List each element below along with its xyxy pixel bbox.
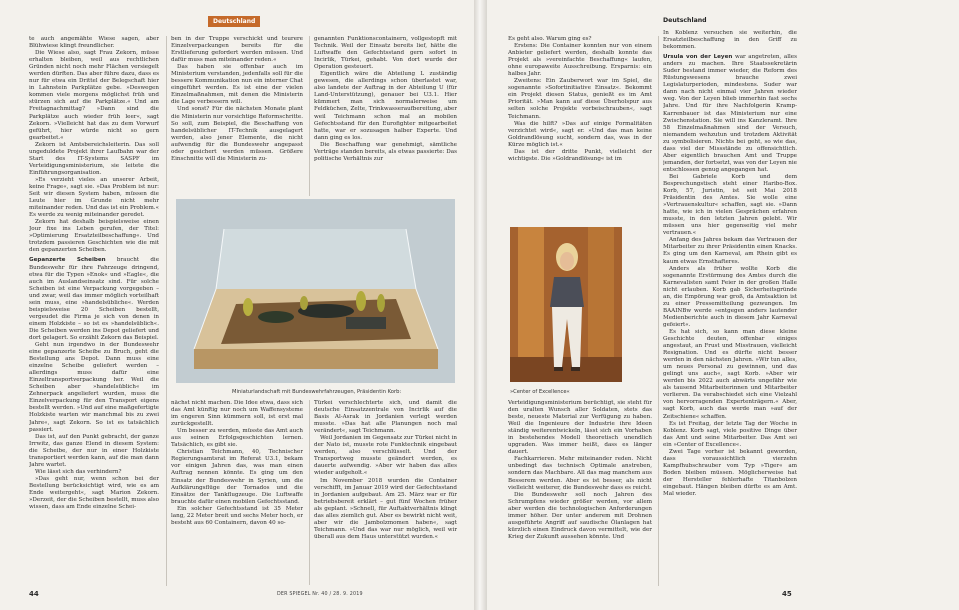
- column-3: [314, 36, 457, 196]
- paragraph: Fachkarrieren. Mehr miteinander reden. Nicht unbedingt das technisch Optimale anstreben, sondern das Machbare. All das mag manchem aus Besserem werden. Aber es ist besser, als nicht vielleicht weiterer, die Bundeswehr dass es reicht.: [508, 456, 652, 491]
- paragraph: nächst nicht machen. Die Idee etwa, dass sich das Amt künftig nur noch um Waffensysteme im engeren Sinn kümmern soll, ist erst mal zurückgestellt.: [171, 400, 303, 428]
- paragraph: Was die hilft? »Das auf einige Formalitäten verzichtet wird«, sagt er. »Und das man keine Goldrandlösung sucht, sondern das, was in der Kürze möglich ist.«: [508, 120, 652, 148]
- column-rule: [309, 36, 310, 196]
- paragraph: Geht nun irgendwo in der Bundeswehr eine gepanzerte Scheibe zu Bruch, geht die Bestellung ans Depot. Dann muss eine einzelne Scheibe geliefert werden – allerdings muss dafür eine Einzeltransportverpackung her. Weil die Scheiben aber »handelsüblich« im Zehnerpack angeliefert wurden, muss die Einzelverpackung für den Transport eigens bestellt werden. »Und auf eine maßgefertigte Holzkiste warten wir manchmal bis zu zwei Jahre«, sagt Zekorn. So ist es tatsächlich passiert.: [29, 342, 159, 433]
- gutter: [474, 0, 487, 610]
- paragraph: [29, 257, 159, 342]
- paragraph: Es geht also. Warum ging es?: [508, 36, 592, 42]
- page-number-right: 45: [782, 590, 792, 598]
- paragraph: genannten Funktionscontainern, vollgestopft mit Technik. Weil der Einsatz bereits lief, hätte die Luftwaffe den Gefechtsstand gern sofort in Incirlik, Türkei, gehabt. Von dort wurde der Operation gesteuert.: [314, 36, 457, 71]
- paragraph: Um besser zu werden, müsste das Amt auch aus seinen Erfolgsgeschichten lernen. Tatsächlich, es gibt sie.: [171, 428, 303, 449]
- paragraph: Türkei verschlechterte sich, und damit die deutsche Einsatzzentrale von Incirlik auf die Basis Al-Asrak in Jordanien verlegt werden musste. »Das hat alle Planungen noch mal verändert«, sagt Teichmann.: [314, 400, 457, 435]
- paragraph: Ein solcher Gefechtsstand ist 35 Meter lang, 22 Meter breit und sechs Meter hoch, er besteht aus 60 Containern, davon 40 so-: [171, 505, 303, 526]
- paragraph: Anfang des Jahres bekam das Vertrauen der Mitarbeiter zu ihrer Präsidentin einen Knacks. Es ging um den Karneval, am Rhein gibt es kaum etwas Ernsthafteres.: [663, 237, 797, 265]
- paragraph-text: war angetreten, alles anders zu machen. Ihre Staatssekretärin Suder bestand immer wieder, die Reform des Rüstungswesens brauche zwei Legislaturperioden, mindestens. Suder war dann nach nicht einmal vier Jahren wieder weg. Von der Leyen blieb immerhin fast sechs Jahre. Und für ihre Nachfolgerin Kramp-Karrenbauer ist das Ministerium nur eine Zwischenstation. Sie will ins Kanzleramt. Ihre 58 Einzelmaßnahmen sind der Versuch, niemandem wehzutun und trotzdem Aktivität zu symbolisieren. Nichts bei geht, so wie das, dass viel der Missstände zu offensichtlich. Aber eigentlich brauchen Amt und Truppe jemanden, der fortsetzt, was von der Leyen nie entschlossen genug angegangen hat.: [663, 54, 797, 173]
- section-badge: Deutschland: [208, 16, 260, 27]
- paragraph: Die Wiese also, sagt Frau Zekorn, müsse erhalten bleiben, weil aus rechtlichen Gründen nicht noch mehr Flächen versiegelt werden dürften. Das aber führe dazu, dass es nur für etwa ein Drittel der Belegschaft hier in Lahnstein Parkplätze gebe. »Deswegen kommen viele morgens möglichst früh und stürzen sich auf die Parkplätze.« Und am Freitagnachmittag? »Dann sind die Parkplätze auch wieder früh leer«, sagt Zekorn. »Vielleicht hat das zu dem Vorwurf geführt, hier würde nicht so gern gearbeitet.«: [29, 50, 159, 141]
- photo-caption-left: Miniaturlandschaft mit Bundeswehrfahrzeugen, Präsidentin Korb:: [232, 389, 402, 395]
- paragraph: In Koblenz versuchen sie weiterhin, die Ersatzteilbeschaffung in den Griff zu bekommen.: [663, 30, 797, 51]
- paragraph: Zweitens: Ein Zauberwort war im Spiel, die sogenannte »Sofortinitiative Einsatz«. Bekommt ein Projekt diesen Status, genießt es im Amt Priorität. »Man kann auf diese Überholspur aus selten solche Projekte vorbeischrauben«, sagt Teichmann.: [508, 78, 652, 120]
- portrait-illustration: [510, 227, 622, 382]
- paragraph: Die Beschaffung war genehmigt, sämtliche Verträge standen bereits, als etwas passierte: Das politische Verhältnis zur: [314, 141, 457, 162]
- column-5: [663, 30, 797, 586]
- column-rule: [309, 400, 310, 585]
- paragraph: Anders als früher wollte Korb die sogenannte Erstürmung des Amtes durch die Karnevalisten samt Feier in der großen Halle nicht erlauben. Korb gab Sicherheitsgründe an, die Empörung war groß, da Amtsaktion ist zu einer Pressemitteilung gezwungen. Im BAAINBw werde »entgegen anders lautender Medienberichte auch in diesem Jahr Karneval gefeiert«.: [663, 265, 797, 328]
- paragraph: Zekorn hat deshalb beispielsweise einen Jour fixe ins Leben gerufen, der Titel: »Optimierung Ersatzteilbeschaffung«. Und trotzdem passieren Geschichten wie die mit den gepanzerten Scheiben.: [29, 219, 159, 254]
- paragraph: Die Bundeswehr soll noch Jahren des Schrumpfens wieder größer werden, vor allem aber werden die technologischen Anforderungen immer höher. Der unter anderem mit Drohnen ausgeführte Angriff auf saudische Ölanlagen hat kürzlich einen Eindruck davon vermittelt, wie der Krieg der Zukunft aussehen könnte. Und: [508, 491, 652, 540]
- column-rule: [658, 36, 659, 586]
- paragraph: Weil Jordanien im Gegensatz zur Türkei nicht in der Nato ist, musste rote Funktechnik eingebaut werden, also verschlüsselt. Und der Transportweg musste geändert werden, es dauerte aufwendig. »Aber wir haben das alles wieder aufgeholt.«: [314, 435, 457, 477]
- paragraph: Im November 2018 wurden die Container verschifft, im Januar 2019 wird der Gefechtsstand in Jordanien aufgebaut. Am 25. März war er für betriebsbereit erklärt – gut fünf Wochen früher als geplant. »Schnell, für Auftaktverhältnis klingt das alles ziemlich gut. Aber es bewirkt nicht weit, aber wir die Jambolzmomen haben«, sagt Teichmann. »Und das war nur möglich, weil wir überall aus dem Haus unterstützt wurden.«: [314, 477, 457, 540]
- paragraph: Das ist der dritte Punkt, vielleicht der wichtigste. Die »Goldrandlösung« ist im: [508, 148, 652, 162]
- miniature-vitrine-illustration: [176, 199, 455, 383]
- column-2: [171, 36, 303, 196]
- column-8: [508, 400, 652, 585]
- photo-portrait-korb: [510, 227, 622, 382]
- paragraph: Das ist, auf den Punkt gebracht, der ganze Irrwitz, das ganze Elend in diesem System: die Scheibe, der nur in einer Holzkiste transportiert werden kann, auf die man dann Jahre wartet.: [29, 433, 159, 468]
- column-7: [314, 400, 457, 585]
- photo-miniature-landscape: [176, 199, 455, 383]
- column-4: [508, 36, 652, 218]
- column-1: [29, 36, 159, 586]
- page-number-left: 44: [29, 590, 39, 598]
- paragraph: Zekorn ist Amtsbereichsleiterin. Das soll ungeduldete Projekt ihrer Laufbahn war der Start des IT-Systems SASPF im Verteidigungsministerium, sie leitete die Einführungsorganisation.: [29, 141, 159, 176]
- column-6: [171, 400, 303, 585]
- paragraph: [663, 54, 797, 174]
- paragraph: Das haben sie offenbar auch im Ministerium verstanden, jedenfalls soll für die bessere Kommunikation nun ein interner Chat eingeführt werden. Es ist eine der vielen Einzelmaßnahmen, mit denen die Ministerin die Lage verbessern will.: [171, 64, 303, 106]
- paragraph: Es hat sich, so kann man diese kleine Geschichte deuten, offenbar einiges angestaut, an Frust und Misstrauen, vielleicht Resignation. Und es dürfte nicht besser werden in den nächsten Jahren. »Wir tun alles, um neues Personal zu gewinnen, und das gelingt uns auch«, sagt Korb. »Aber wir werden bis 2022 auch abwärts ungefähr wie als tausend Mitarbeiterinnen und Mitarbeiter verlieren. Da verabschiedet sich eine Vielzahl von hervorragenden Expertenträgern.« Aber, sagt Korb, auch das werde man »auf der Zeitschiene« schaffen.: [663, 328, 797, 420]
- paragraph: ben in der Truppe verschickt und teurere Einzelverpackungen bereits für die Erstlieferung gefordert werden müssen. Und dafür muss man miteinander reden.«: [171, 36, 303, 64]
- paragraph: »Das geht nur, wenn schon bei der Bestellung berücksichtigt wird, wie es am Ende weitergeht«, sagt Marion Zekorn. »Derzeit, der die Scheiben bestellt, muss also wissen, dass am Ende einzelne Schei-: [29, 475, 159, 511]
- paragraph: Verteidigungsministerium berüchtigt, sie steht für den uralten Wunsch aller Soldaten, stets das beste, neueste Material zur Verfügung zu haben. Weil die Ingenieure der Industrie ihre Ideen ständig weiterentwickeln, lässt sich ein Vorhaben in bestehendes Modell theoretisch unendlich upgraden. Was immer heißt, dass es länger dauert.: [508, 400, 652, 456]
- paragraph: Christian Teichmann, 40, Technischer Regierungsamtsrat im Referat U3.1, bekam vor einigen Jahren das, was man einen Auftrag nennen könnte. Es ging um den Einsatz der Bundeswehr in Syrien, um die Aufklärungsflüge der Tornados und die Einsätze der Tankflugzeuge. Die Luftwaffe brauchte dafür einen mobilen Gefechtsstand.: [171, 449, 303, 505]
- paragraph-text: braucht die Bundeswehr für ihre Fahrzeuge dringend, etwa für die Typen »Enok« und »Eagle«, die auch im Auslandseinsatz sind. Für solche Scheiben ist eine Verpackung vorgegeben – und zwar, weil das immer möglich vorteilhaft sein muss, eine »handelsübliche«. Werden beispielsweise 20 Scheiben bestellt, vergeudet die Firma je sich von denen in einem Holzkiste – so ist es »handelsüblich«. Die Scheiben werden ins Depot geliefert und dort gelagert. So erzählt Zekorn das Beispiel.: [29, 257, 159, 341]
- paragraph: Es ist Freitag, der letzte Tag der Woche in Koblenz. Korb sagt, viele positive Dinge über das Amt und seine Mitarbeiter. Das Amt sei ein »Center of Excellence«.: [663, 420, 797, 448]
- photo-caption-right: »Center of Excellence«: [510, 389, 570, 395]
- subhead: Ursula von der Leyen: [663, 54, 733, 61]
- paragraph: Erstens: Die Container konnten nur von einem Anbieter geliefert werden, deshalb konnte das Projekt als »vereinfachte Beschaffung« laufen, ohne europaweite Ausschreibung. Ersparnis: ein halbes Jahr.: [508, 43, 652, 78]
- paragraph: Wie lässt sich das verhindern?: [35, 468, 122, 475]
- section-label: Deutschland: [663, 17, 707, 24]
- paragraph: Zwei Tage vorher ist bekannt geworden, dass voraussichtlich vierzehn Kampfhubschrauber vom Typ »Tiger« am Boden bleiben müssen. Möglicherweise hat der Hersteller fehlerhafte Titanbolzen eingebaut. Hängen bleiben dürfte es am Amt. Mal wieder.: [663, 448, 797, 498]
- paragraph: Eigentlich wäre die Abteilung L zuständig gewesen, die allerdings schon überlastet war, also landete der Auftrag in der Abteilung U (für Land-Unterstützung), genauer bei U3.1. Hier kümmert man sich normalerweise um Feldküchen, Zelte, Trinkwasseraufbereitung, aber weil Teichmann schon mal an mobilen Gefechtsstand für den Eurofighter mitgearbeitet hatte, war er sozusagen halber Experte. Und dann ging es los.: [314, 71, 457, 141]
- paragraph: Und sonst? Für die nächsten Monate plant die Ministerin nur vorsichtige Reformschritte. So soll, zum Beispiel, die Beschaffung von handelsüblicher IT-Technik ausgelagert werden, also jener Elemente, die nicht aufwendig für die Bundeswehr angepasst oder gesichert werden müssen. Größere Einschnitte will die Ministerin zu-: [171, 106, 303, 162]
- subhead: Gepanzerte Scheiben: [29, 257, 106, 264]
- paragraph: te auch angemähte Wiese sagen, aber Blühwiese klingt freundlicher.: [29, 36, 159, 50]
- column-rule: [166, 36, 167, 586]
- footer-issue: DER SPIEGEL Nr. 40 / 28. 9. 2019: [277, 592, 363, 597]
- paragraph: »Es verzieht vieles an unserer Arbeit, keine Frage«, sagt sie. »Das Problem ist nur: Seit wir diesen System haben, müssen die Leute hier im Grunde nicht mehr miteinander reden. Und das ist ein Problem.« Es werde zu wenig miteinander geredet.: [29, 176, 159, 219]
- paragraph: Bei Gabriele Korb und dem Besprechungstisch steht einer Haribo-Box. Korb, 57, Juristin, ist seit Mai 2018 Präsidentin des Amtes. Sie wolle eine »Vertrauenskultur« schaffen, sagt sie. »Dann hatte, wie ich in vielen Gesprächen erfahren musste, in den letzten Jahren gelebt. Wir müssen uns hier gegenseitig viel mehr vertrauen.«: [663, 173, 797, 237]
